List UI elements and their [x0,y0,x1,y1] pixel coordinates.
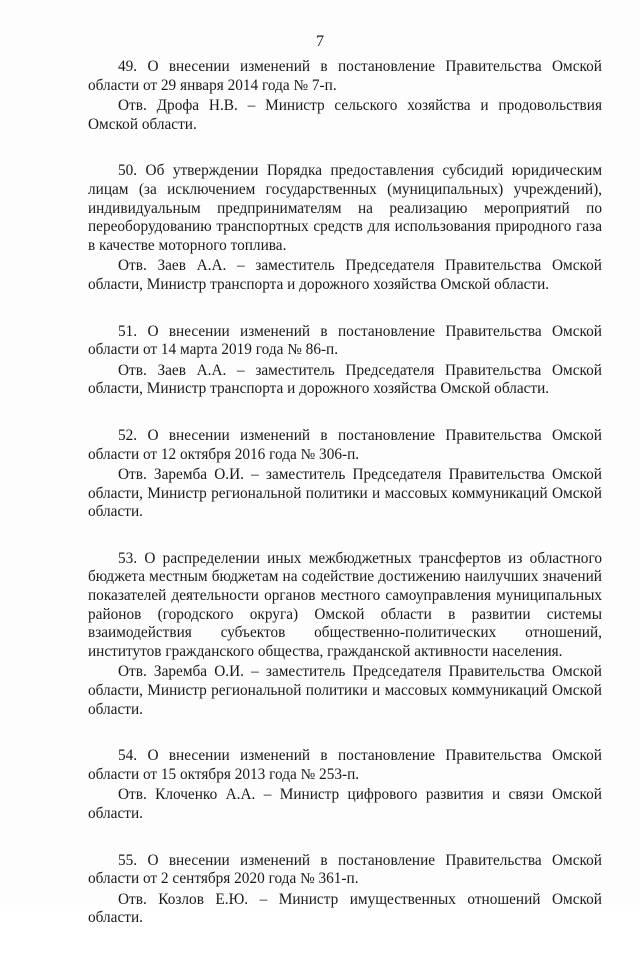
agenda-item-title: 49. О внесении изменений в постановление Правительства Омской области от 29 января 2014 года № 7-п. [88,58,602,94]
agenda-item-50 [88,162,602,294]
agenda-item-51 [88,323,602,399]
agenda-item-title: 50. Об утверждении Порядка предоставления субсидий юридическим лицам (за исключением государственных (муниципальных) учреждений), индивидуальным предпринимателям на реализацию мероприятий по переоборудованию транспортных средств для использования природного газа в качестве моторного топлива. [88,162,602,254]
agenda-item-title: 53. О распределении иных межбюджетных трансфертов из областного бюджета местным бюджетам на содействие достижению наилучших значений показателей деятельности органов местного самоуправления муниципальных районов (городского округа) Омской области в развитии системы взаимодействия субъектов общественно-политических отношений, институтов гражданского общества, гражданской активности населения. [88,549,602,660]
agenda-item-title: 51. О внесении изменений в постановление Правительства Омской области от 14 марта 2019 года № 86-п. [88,322,602,359]
agenda-item-responsible: Отв. Дрофа Н.В. – Министр сельского хозяйства и продовольствия Омской области. [88,97,602,133]
agenda-item-responsible: Отв. Заев А.А. – заместитель Председателя Правительства Омской области, Министр транспорта и дорожного хозяйства Омской области. [88,361,602,398]
agenda-item-responsible: Отв. Заремба О.И. – заместитель Председателя Правительства Омской области, Министр региональной политики и массовых коммуникаций Омской области. [88,466,602,521]
agenda-item-responsible: Отв. Козлов Е.Ю. – Министр имущественных отношений Омской области. [88,890,602,927]
agenda-item-55 [88,852,602,928]
agenda-item-responsible: Отв. Клоченко А.А. – Министр цифрового развития и связи Омской области. [88,786,602,822]
agenda-item-title: 52. О внесении изменений в постановление Правительства Омской области от 12 октября 2016 года № 306-п. [88,426,602,463]
agenda-item-title: 54. О внесении изменений в постановление Правительства Омской области от 15 октября 2013 года № 253-п. [88,747,602,783]
agenda-item-53 [88,550,602,719]
agenda-item-54 [88,747,602,823]
agenda-item-responsible: Отв. Заев А.А. – заместитель Председателя Правительства Омской области, Министр транспорта и дорожного хозяйства Омской области. [88,257,602,293]
agenda-list [88,58,602,956]
agenda-item-responsible: Отв. Заремба О.И. – заместитель Председателя Правительства Омской области, Министр региональной политики и массовых коммуникаций Омской области. [88,663,602,718]
agenda-item-title: 55. О внесении изменений в постановление Правительства Омской области от 2 сентября 2020 года № 361-п. [88,851,602,888]
page-number: 7 [316,33,324,50]
agenda-item-49 [88,58,602,134]
agenda-item-52 [88,427,602,522]
